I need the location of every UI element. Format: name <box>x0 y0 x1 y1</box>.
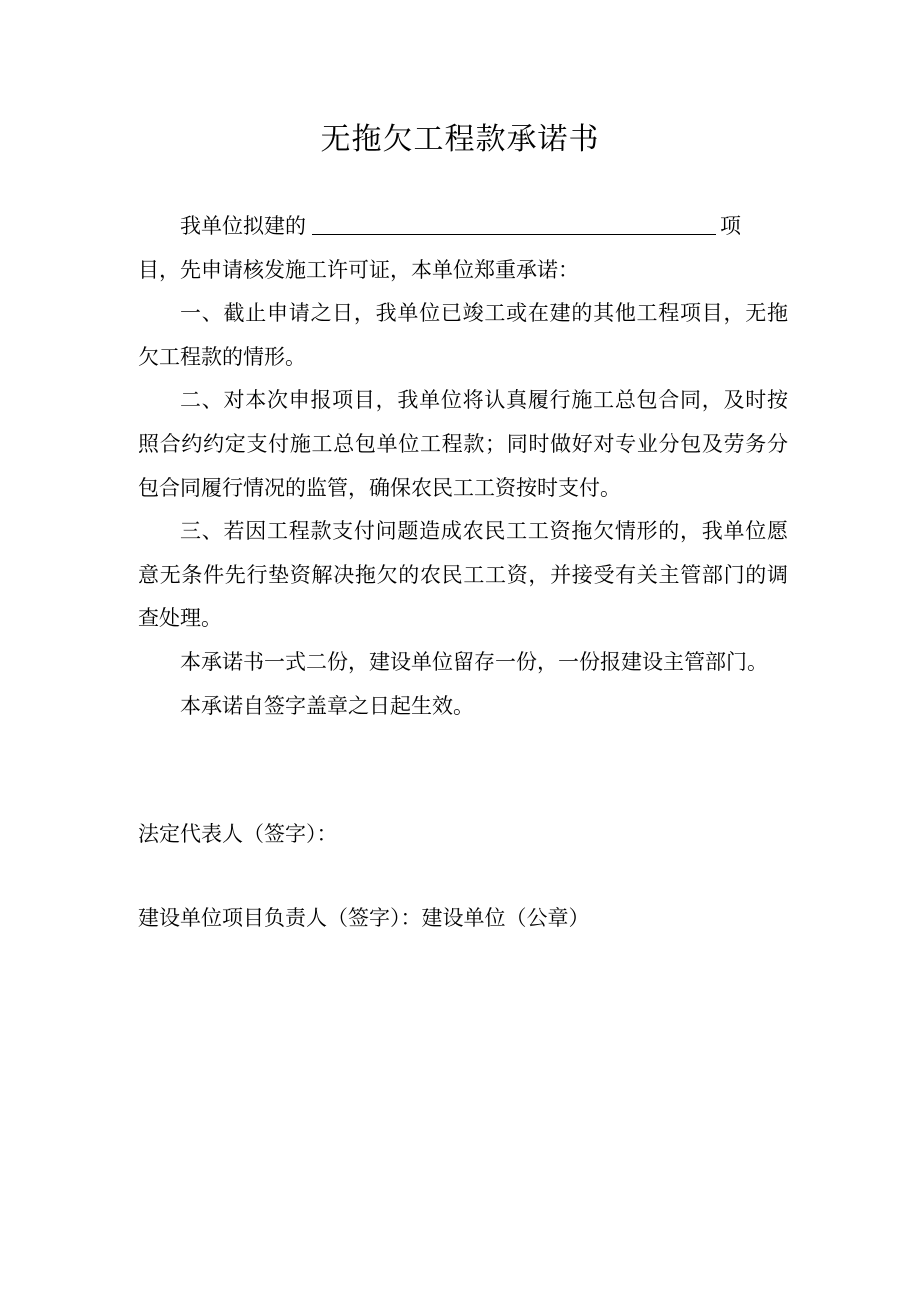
intro-line <box>138 205 788 249</box>
intro-continuation: 目，先申请核发施工许可证，本单位郑重承诺： <box>138 257 579 282</box>
project-lead-signature-line: 建设单位项目负责人（签字）：建设单位（公章） <box>138 906 590 930</box>
document-title: 无拖欠工程款承诺书 <box>320 122 600 157</box>
document-body <box>138 205 788 728</box>
clause-2: 二、对本次申报项目，我单位将认真履行施工总包合同，及时按照合约约定支付施工总包单位工程款；同时做好对专业分包及劳务分包合同履行情况的监管，确保农民工工资按时支付。 <box>138 388 788 500</box>
clause-3: 三、若因工程款支付问题造成农民工工资拖欠情形的，我单位愿意无条件先行垫资解决拖欠的农民工工资，并接受有关主管部门的调查处理。 <box>138 519 788 631</box>
intro-after-blank: 项 <box>720 214 741 238</box>
legal-rep-signature-line: 法定代表人（签字）： <box>138 822 338 846</box>
clause-1: 一、截止申请之日，我单位已竣工或在建的其他工程项目，无拖欠工程款的情形。 <box>138 301 788 369</box>
effective-note: 本承诺自签字盖章之日起生效。 <box>180 693 474 718</box>
copies-note: 本承诺书一式二份，建设单位留存一份，一份报建设主管部门。 <box>180 649 768 674</box>
intro-before-blank: 我单位拟建的 <box>180 214 306 238</box>
project-name-blank <box>312 212 716 235</box>
